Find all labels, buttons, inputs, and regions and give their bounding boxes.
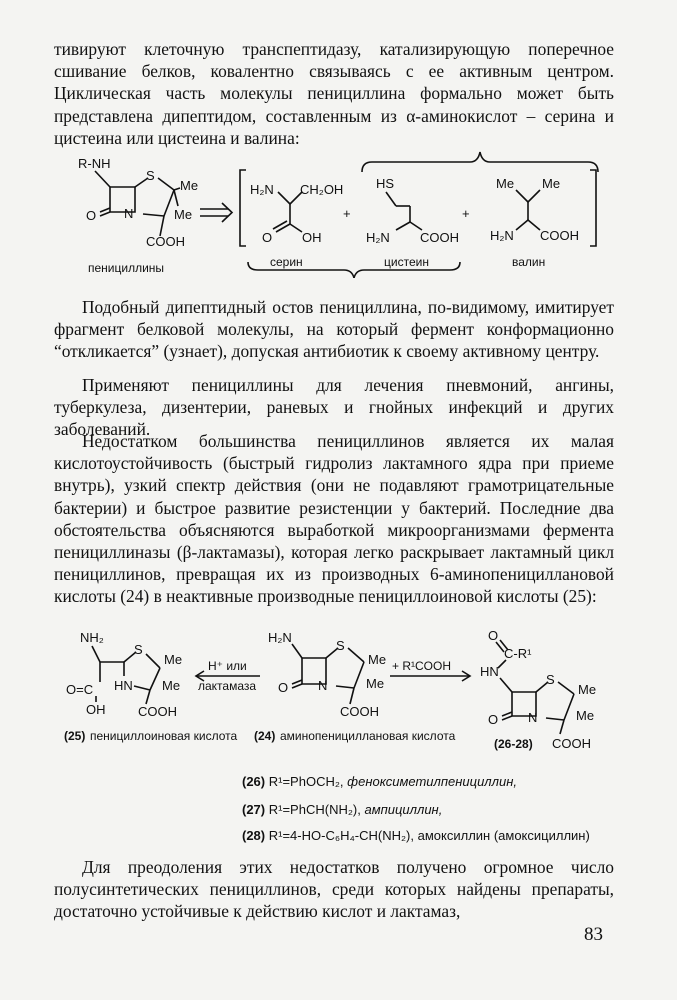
c25-hn: HN (114, 678, 133, 693)
c24-name: аминопенициллановая кислота (280, 729, 456, 743)
c26-hn: HN (480, 664, 499, 679)
c25-nh2: NH₂ (80, 630, 104, 645)
bracket-right (590, 170, 596, 246)
valine-cooh: COOH (540, 228, 579, 243)
valine-me1: Me (496, 176, 515, 191)
dipeptide-scheme (0, 150, 677, 278)
c25-oh: OH (86, 702, 106, 717)
paragraph-usage: Применяют пенициллины для лечения пневмоний, ангины, туберкулеза, дизентерии, раневых и гнойных инфекций и других заболеваний. (54, 375, 614, 440)
c25-name: пенициллоиновая кислота (90, 729, 238, 743)
serine-o: O (262, 230, 273, 245)
c25-number: (25) (64, 729, 86, 743)
c24-n: N (318, 678, 328, 693)
compound-24 (254, 630, 456, 743)
c26-r1: C-R¹ (504, 646, 532, 661)
c24-s: S (336, 638, 345, 653)
implies-arrow (200, 203, 232, 222)
c26-number: (26-28) (494, 737, 533, 751)
c25-cooh: COOH (138, 704, 177, 719)
note-28: (28) R¹=4-HO-C₆H₄-CH(NH₂), амоксиллин (амоксициллин) (242, 828, 590, 843)
acylation-arrow (390, 659, 470, 681)
note-26: (26) R¹=PhOCH₂, феноксиметилпенициллин, (242, 774, 517, 789)
cysteine-h2n: H₂N (366, 230, 390, 245)
c25-oc: O=C (66, 682, 94, 697)
valine-caption: валин (512, 255, 546, 269)
s-label: S (146, 168, 155, 183)
penicillinase-scheme (0, 626, 677, 766)
c24-h2n: H₂N (268, 630, 292, 645)
c26-n: N (528, 710, 538, 725)
serine-structure (250, 182, 343, 269)
c26-me2: Me (576, 708, 595, 723)
o-label: O (86, 208, 97, 223)
hydrolysis-arrow (196, 659, 260, 693)
c25-s: S (134, 642, 143, 657)
penicillin-caption: пенициллины (88, 261, 165, 275)
arrow-left-bottom-label: лактамаза (198, 679, 257, 693)
cysteine-structure (366, 176, 459, 269)
penicillin-structure (78, 156, 198, 275)
valine-h2n: H₂N (490, 228, 514, 243)
c26-cooh: COOH (552, 736, 591, 751)
cysteine-cooh: COOH (420, 230, 459, 245)
page-number: 83 (584, 924, 603, 945)
c24-me1: Me (368, 652, 387, 667)
cysteine-hs: HS (376, 176, 395, 191)
arrow-right-top-label: + R¹COOH (392, 659, 452, 673)
serine-h2n: H₂N (250, 182, 274, 197)
arrow-left-top-label: H⁺ или (208, 659, 247, 673)
paragraph-dipeptide: Подобный дипептидный остов пенициллина, по-видимому, имитирует фрагмент белковой молекулы, на который фермент конформационно “откликается” (узнает), допуская антибиотик к своему активному центру. (54, 297, 614, 362)
note-27: (27) R¹=PhCH(NH₂), ампициллин, (242, 802, 443, 817)
c25-me1: Me (164, 652, 183, 667)
c26-o: O (488, 628, 499, 643)
serine-oh: OH (302, 230, 322, 245)
top-brace (362, 152, 598, 172)
c25-me2: Me (162, 678, 181, 693)
c24-number: (24) (254, 729, 276, 743)
plus-1: + (343, 206, 351, 221)
valine-structure (490, 176, 579, 269)
c24-o: O (278, 680, 289, 695)
serine-caption: серин (270, 255, 303, 269)
c24-cooh: COOH (340, 704, 379, 719)
serine-ch2oh: CH₂OH (300, 182, 344, 197)
rnh-label: R-NH (78, 156, 111, 171)
cysteine-caption: цистеин (384, 255, 429, 269)
c24-me2: Me (366, 676, 385, 691)
n-label: N (124, 206, 134, 221)
valine-me2: Me (542, 176, 561, 191)
c26-s: S (546, 672, 555, 687)
c26-oo: O (488, 712, 499, 727)
bracket-left (240, 170, 246, 246)
paragraph-intro: тивируют клеточную транспептидазу, катализирующую поперечное сшивание белков, ковалентно связываясь с ее активным центром. Циклическая часть молекулы пенициллина формально может быть представлена дипептидом, составленным из α-аминокислот – серина и цистеина или цистеина и валина: (54, 39, 614, 148)
me2-label: Me (174, 207, 193, 222)
paragraph-semisynthetic: Для преодоления этих недостатков получено огромное число полусинтетических пенициллинов, среди которых найдены препараты, достаточно устойчивые к действию кислот и лактамаз, (54, 857, 614, 922)
me1-label: Me (180, 178, 199, 193)
paragraph-drawbacks: Недостатком большинства пенициллинов является их малая кислотоустойчивость (быстрый гидролиз лактамного ядра при приеме внутрь), узкий спектр действия (они не подавляют грамотрицательные бактерии) и быстрое развитие резистенции у бактерий. Последние два обстоятельства объясняются выработкой микроорганизмами фермента пенициллиназы (β-лактамазы), которая легко раскрывает лактамный цикл пенициллинов, превращая их из производных 6-аминопенициллановой кислоты (24) в неактивные производные пенициллоиновой кислоты (25): (54, 431, 614, 607)
compound-26-28 (480, 628, 596, 751)
c26-me1: Me (578, 682, 597, 697)
cooh-label: COOH (146, 234, 185, 249)
plus-2: + (462, 206, 470, 221)
